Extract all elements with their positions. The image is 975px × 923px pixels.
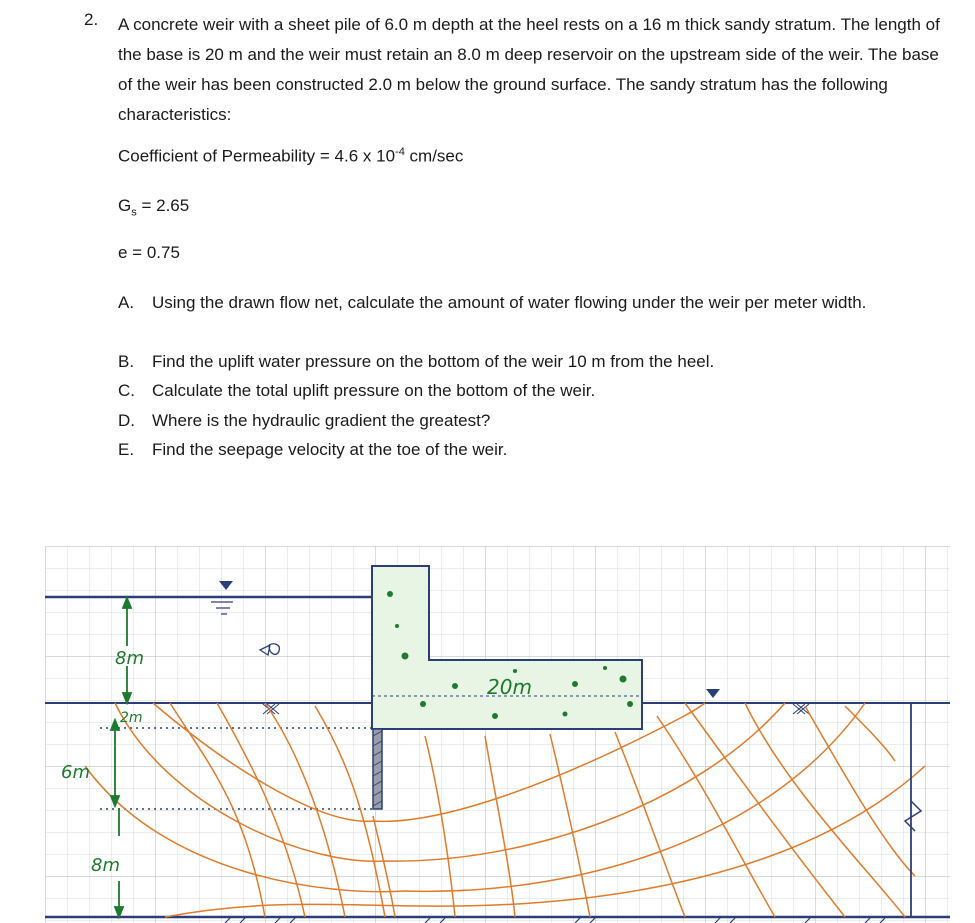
pile-depth-label: 6m	[61, 762, 90, 783]
question-text: Where is the hydraulic gradient the greatest?	[152, 411, 491, 430]
permeability-label: Coefficient of Permeability = 4.6 x 10	[118, 146, 396, 166]
gs-subscript: s	[131, 206, 137, 219]
permeability-exponent: -4	[395, 146, 405, 158]
specific-gravity-line	[118, 196, 189, 218]
question-e	[118, 435, 948, 465]
embedment-depth-label: 2m	[120, 710, 143, 726]
graph-paper-major	[45, 546, 950, 923]
question-b	[118, 347, 948, 377]
problem-number: 2.	[84, 10, 99, 29]
question-text: Find the seepage velocity at the toe of the weir.	[152, 440, 508, 459]
problem-statement: A concrete weir with a sheet pile of 6.0 m depth at the heel rests on a 16 m thick sandy stratum. The length of the base is 20 m and the weir must retain an 8.0 m deep reservoir on the upstream side of the weir. The base of the weir has been constructed 2.0 m below the ground surface. The sandy stratum has the following characteristics:	[118, 15, 940, 124]
question-a	[118, 288, 948, 348]
sheet-pile	[373, 729, 382, 809]
question-text: Using the drawn flow net, calculate the amount of water flowing under the weir per meter width.	[152, 293, 867, 312]
reservoir-depth-label: 8m	[115, 648, 144, 669]
gs-value: = 2.65	[136, 196, 190, 215]
gs-symbol: G	[118, 196, 132, 215]
question-letter: E.	[118, 440, 135, 459]
flow-net-figure	[45, 546, 950, 923]
permeability-line	[118, 146, 463, 167]
question-d	[118, 406, 948, 436]
base-length-label: 20m	[487, 675, 532, 699]
question-text: Calculate the total uplift pressure on the bottom of the weir.	[152, 381, 596, 400]
question-letter: A.	[118, 293, 135, 312]
question-letter: D.	[118, 411, 135, 430]
question-c	[118, 376, 948, 406]
void-ratio-line: e = 0.75	[118, 243, 180, 262]
question-letter: C.	[118, 381, 135, 400]
permeability-unit: cm/sec	[404, 146, 464, 166]
question-text: Find the uplift water pressure on the bottom of the weir 10 m from the heel.	[152, 352, 715, 371]
question-letter: B.	[118, 352, 135, 371]
stratum-depth-label: 8m	[91, 855, 120, 876]
